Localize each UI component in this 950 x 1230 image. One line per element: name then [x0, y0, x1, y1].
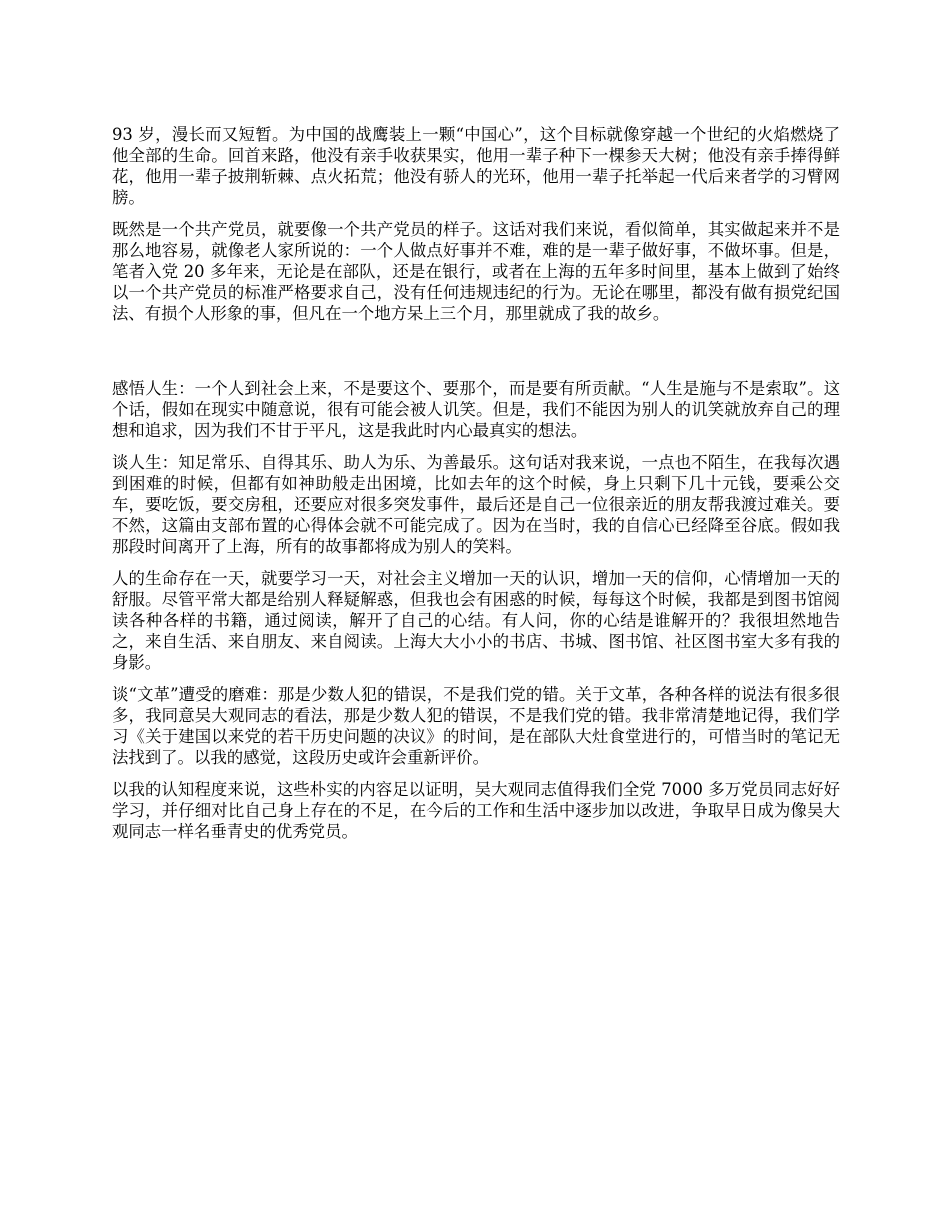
- paragraph-4: 谈人生：知足常乐、自得其乐、助人为乐、为善最乐。这句话对我来说，一点也不陌生，在我每次遇到困难的时候，但都有如神助般走出困境，比如去年的这个时候，身上只剩下几十元钱，要乘公交车，要吃饭，要交房租，还要应对很多突发事件，最后还是自己一位很亲近的朋友帮我渡过难关。要不然，这篇由支部布置的心得体会就不可能完成了。因为在当时，我的自信心已经降至谷底。假如我那段时间离开了上海，所有的故事都将成为别人的笑料。: [112, 453, 840, 556]
- document-body: [112, 124, 840, 853]
- paragraph-spacer: [112, 335, 840, 378]
- paragraph-7: 以我的认知程度来说，这些朴实的内容足以证明，吴大观同志值得我们全党 7000 多万党员同志好好学习，并仔细对比自己身上存在的不足，在今后的工作和生活中逐步加以改进，争取早日成为像吴大观同志一样名垂青史的优秀党员。: [112, 780, 840, 841]
- paragraph-3: 感悟人生：一个人到社会上来，不是要这个、要那个，而是要有所贡献。“人生是施与不是索取”。这个话，假如在现实中随意说，很有可能会被人讥笑。但是，我们不能因为别人的讥笑就放弃自己的理想和追求，因为我们不甘于平凡，这是我此时内心最真实的想法。: [112, 379, 840, 440]
- paragraph-1: 93 岁，漫长而又短暂。为中国的战鹰装上一颗“中国心”，这个目标就像穿越一个世纪的火焰燃烧了他全部的生命。回首来路，他没有亲手收获果实，他用一辈子种下一棵参天大树；他没有亲手捧得鲜花，他用一辈子披荆斩棘、点火拓荒；他没有骄人的光环，他用一辈子托举起一代后来者学的习臂网膀。: [112, 125, 840, 207]
- paragraph-6: 谈“文革”遭受的磨难：那是少数人犯的错误，不是我们党的错。关于文革，各种各样的说法有很多很多，我同意吴大观同志的看法，那是少数人犯的错误，不是我们党的错。我非常清楚地记得，我们学习《关于建国以来党的若干历史问题的决议》的时间，是在部队大灶食堂进行的，可惜当时的笔记无法找到了。以我的感觉，这段历史或许会重新评价。: [112, 685, 840, 767]
- paragraph-2: 既然是一个共产党员，就要像一个共产党员的样子。这话对我们来说，看似简单，其实做起来并不是那么地容易，就像老人家所说的：一个人做点好事并不难，难的是一辈子做好事，不做坏事。但是，笔者入党 20 多年来，无论是在部队，还是在银行，或者在上海的五年多时间里，基本上做到了始终以一个共产党员的标准严格要求自己，没有任何违规违纪的行为。无论在哪里，都没有做有损党纪国法、有损个人形象的事，但凡在一个地方呆上三个月，那里就成了我的故乡。: [112, 220, 840, 323]
- paragraph-5: 人的生命存在一天，就要学习一天，对社会主义增加一天的认识，增加一天的信仰，心情增加一天的舒服。尽管平常大都是给别人释疑解惑，但我也会有困惑的时候，每每这个时候，我都是到图书馆阅读各种各样的书籍，通过阅读，解开了自己的心结。有人问，你的心结是谁解开的？我很坦然地告之，来自生活、来自朋友、来自阅读。上海大大小小的书店、书城、图书馆、社区图书室大多有我的身影。: [112, 569, 840, 672]
